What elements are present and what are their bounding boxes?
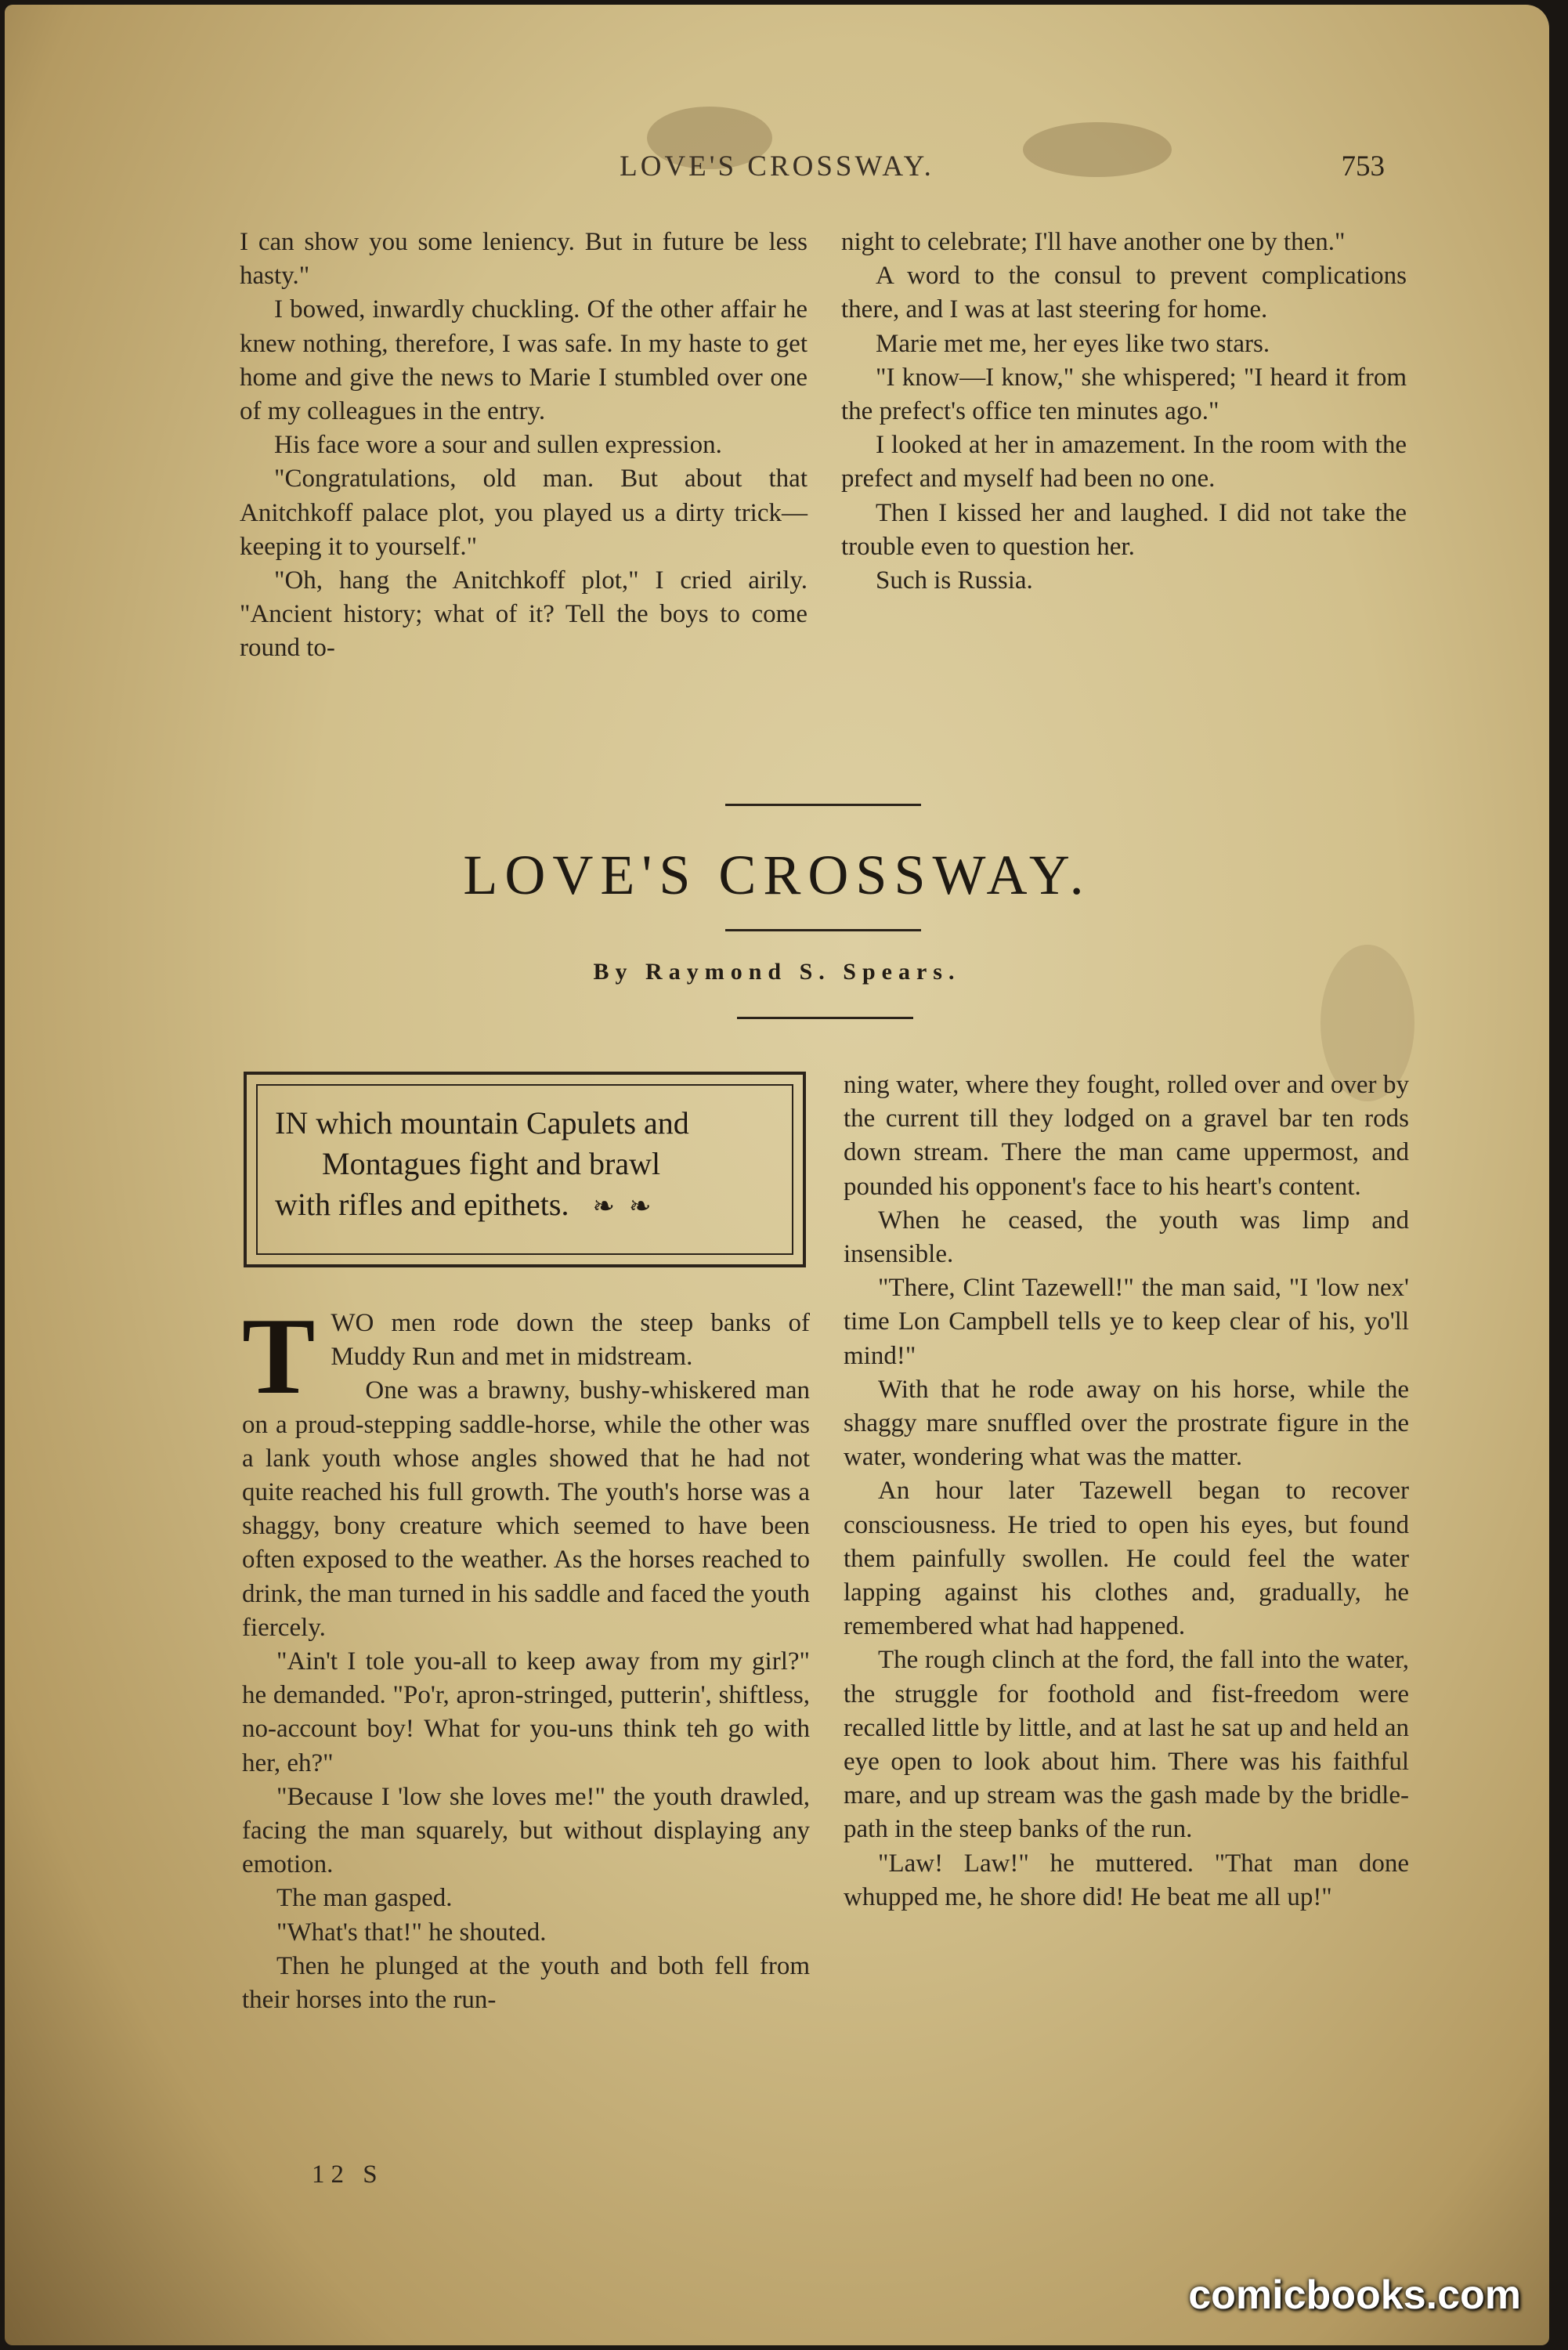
story-column-1 (242, 1296, 810, 2017)
paragraph: "Congratulations, old man. But about that Anitchkoff palace plot, you played us a dirty trick—keeping it to yourself." (240, 465, 807, 561)
paragraph: When he ceased, the youth was limp and insensible. (844, 1206, 1409, 1269)
paragraph: Such is Russia. (876, 566, 1033, 595)
opening-text: WO men rode down the steep banks of Muddy Run and met in midstream. (331, 1309, 810, 1372)
paragraph: "Because I 'low she loves me!" the youth drawled, facing the man squarely, but without displaying any emotion. (242, 1782, 810, 1879)
paragraph: "Ain't I tole you-all to keep away from my girl?" he demanded. "Po'r, apron-stringed, putterin', shiftless, no-account boy! What for you-uns think teh go with her, eh?" (242, 1647, 810, 1777)
signature-mark: 12 S (312, 2160, 384, 2189)
paragraph: I looked at her in amazement. In the room with the prefect and myself had been no one. (841, 431, 1407, 494)
paragraph: Then I kissed her and laughed. I did not take the trouble even to question her. (841, 498, 1407, 561)
paragraph: The rough clinch at the ford, the fall into the water, the struggle for foothold and fist-freedom were recalled little by little, and at last he sat up and held an eye open to look about him. There was his faithful mare, and up stream was the gash made by the bridle-path in the steep banks of the run. (844, 1646, 1409, 1844)
paragraph: "I know—I know," she whispered; "I heard it from the prefect's office ten minutes ago." (841, 363, 1407, 426)
blurb-line: IN which mountain Capulets and (275, 1105, 689, 1141)
blurb-line: with rifles and epithets. (275, 1187, 569, 1222)
page-number: 753 (1341, 150, 1385, 183)
story-column-2 (844, 1068, 1409, 1914)
paragraph: Marie met me, her eyes like two stars. (876, 329, 1270, 358)
magazine-page (5, 5, 1549, 2345)
paragraph: An hour later Tazewell began to recover consciousness. He tried to open his eyes, but found them painfully swollen. He could feel the water lapping against his clothes and, gradually, he remembered what had happened. (844, 1477, 1409, 1641)
watermark: comicbooks.com (1188, 2272, 1521, 2318)
prev-story-column-1 (240, 226, 807, 666)
paragraph: "Law! Law!" he muttered. "That man done whupped me, he shore did! He beat me all up!" (844, 1849, 1409, 1911)
paragraph: night to celebrate; I'll have another one by then." (841, 228, 1346, 256)
blurb-line: Montagues fight and brawl (322, 1146, 661, 1181)
running-head: LOVE'S CROSSWAY. (620, 150, 934, 183)
paragraph: A word to the consul to prevent complications there, and I was at last steering for home. (841, 262, 1407, 324)
paragraph: The man gasped. (276, 1884, 453, 1913)
opening-paragraph (242, 1296, 810, 1417)
divider-rule (725, 804, 921, 806)
byline: By Raymond S. Spears. (593, 959, 961, 985)
story-blurb-box (244, 1072, 806, 1267)
paragraph: "What's that!" he shouted. (276, 1918, 547, 1947)
divider-rule (737, 1017, 913, 1019)
paragraph: His face wore a sour and sullen expression. (274, 431, 722, 460)
paragraph: I bowed, inwardly chuckling. Of the other affair he knew nothing, therefore, I was safe. In my haste to get home and give the news to Marie I stumbled over one of my colleagues in the entry. (240, 295, 807, 426)
paragraph: "Oh, hang the Anitchkoff plot," I cried airily. "Ancient history; what of it? Tell the boys to come round to- (240, 566, 807, 663)
paragraph: ning water, where they fought, rolled over and over by the current till they lodged on a gravel bar ten rods down stream. There the man came uppermost, and pounded his opponent's face to his heart's content. (844, 1071, 1409, 1201)
divider-rule (725, 929, 921, 931)
paragraph: With that he rode away on his horse, while the shaggy mare snuffled over the prostrate figure in the water, wondering what was the matter. (844, 1375, 1409, 1472)
fleuron-icon: ❧❧ (592, 1192, 666, 1221)
paragraph: "There, Clint Tazewell!" the man said, "I 'low nex' time Lon Campbell tells ye to keep clear of his, yo'll mind!" (844, 1274, 1409, 1370)
story-title: LOVE'S CROSSWAY. (463, 844, 1091, 906)
paragraph: Then he plunged at the youth and both fell from their horses into the run- (242, 1951, 810, 2015)
drop-cap: T (242, 1296, 316, 1417)
paragraph: One was a brawny, bushy-whiskered man on a proud-stepping saddle-horse, while the other was a lank youth whose angles showed that he had not quite reached his full growth. The youth's horse was a shaggy, bony creature which seemed to have been often exposed to the weather. As the horses reached to drink, the man turned in his saddle and faced the youth fiercely. (242, 1376, 810, 1642)
blurb-text (256, 1084, 793, 1255)
prev-story-column-2 (841, 226, 1407, 598)
paragraph: I can show you some leniency. But in future be less hasty." (240, 228, 807, 291)
